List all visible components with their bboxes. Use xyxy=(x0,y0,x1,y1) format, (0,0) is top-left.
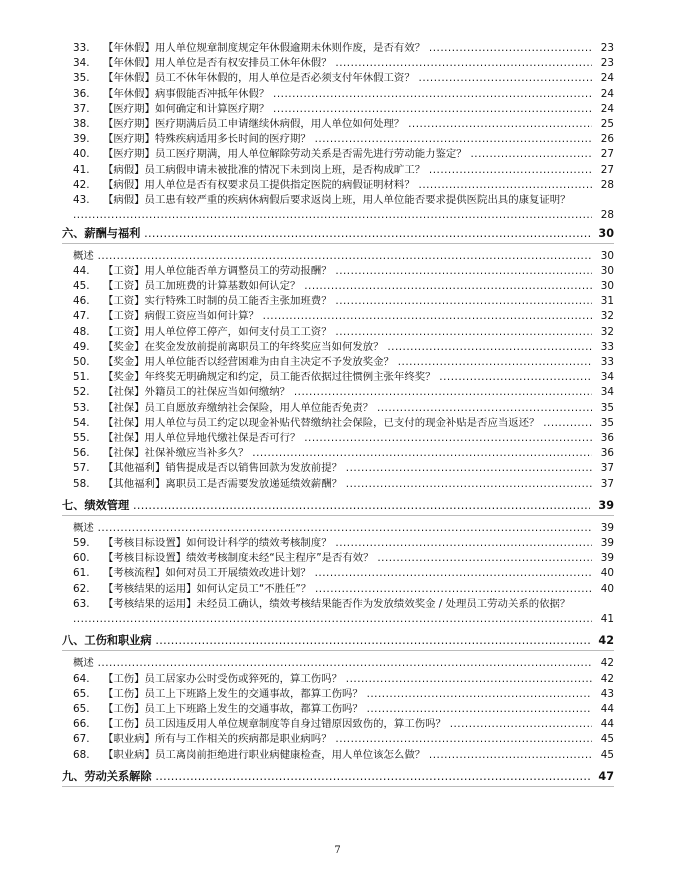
toc-entry[interactable] xyxy=(73,87,614,102)
entry-number: 54. xyxy=(73,416,90,429)
toc-overview-entry[interactable] xyxy=(73,656,614,671)
toc-entry[interactable] xyxy=(73,71,614,86)
entry-page-number: 40 xyxy=(600,567,614,580)
entry-title: 【医疗期】员工医疗期满，用人单位解除劳动关系是否需先进行劳动能力鉴定？ ..... xyxy=(103,147,592,162)
entry-title: 【年休假】用人单位是否有权安排员工休年休假？ ..... xyxy=(103,56,592,71)
entry-title: 【考核结果的运用】如何认定员工“不胜任”？ ..... xyxy=(103,582,592,597)
entry-number: 44. xyxy=(73,264,90,277)
toc-entry[interactable] xyxy=(73,748,614,763)
toc-entry[interactable] xyxy=(73,102,614,117)
entry-page-number: 40 xyxy=(600,582,614,595)
entry-title: 【工资】用人单位能否单方调整员工的劳动报酬？ ..... xyxy=(103,264,592,279)
entry-title: 【工资】员工加班费的计算基数如何认定？ ..... xyxy=(103,279,592,294)
entry-number: 56. xyxy=(73,447,90,460)
entry-title: 【医疗期】特殊疾病适用多长时间的医疗期？ ..... xyxy=(103,132,592,147)
entry-title: 【职业病】员工离岗前拒绝进行职业病健康检查，用人单位该怎么做？ ..... xyxy=(103,748,592,763)
section-page-number: 39 xyxy=(598,498,614,512)
toc-entry[interactable] xyxy=(73,147,614,162)
overview-page-number: 30 xyxy=(600,249,614,262)
entry-title: 【职业病】所有与工作相关的疾病都是职业病吗？ ..... xyxy=(103,732,592,747)
entry-title: 【工伤】员工上下班路上发生的交通事故，都算工伤吗？ ..... xyxy=(103,687,592,702)
entry-page-number: 42 xyxy=(600,672,614,685)
toc-entry[interactable] xyxy=(73,717,614,732)
entry-page-number: 31 xyxy=(600,295,614,308)
entry-title: 【工资】用人单位停工停产，如何支付员工工资？ ..... xyxy=(103,325,592,340)
overview-label: 概述 ..... xyxy=(73,249,592,264)
entry-number: 60. xyxy=(73,552,90,565)
entry-page-number: 25 xyxy=(600,118,614,130)
entry-title: 【医疗期】医疗期满后员工申请继续休病假，用人单位如何处理？ ..... xyxy=(103,117,592,132)
toc-overview-entry[interactable] xyxy=(73,249,614,264)
entry-title: 【社保】外籍员工的社保应当如何缴纳？ ..... xyxy=(103,385,592,400)
entry-number: 61. xyxy=(73,567,90,580)
entry-page-number: 37 xyxy=(600,462,614,475)
entry-number: 37. xyxy=(73,102,90,115)
entry-number: 48. xyxy=(73,325,90,338)
toc-entry[interactable] xyxy=(73,264,614,279)
entry-page-number: 32 xyxy=(600,325,614,338)
entry-title: 【社保】社保补缴应当补多久？ ..... xyxy=(103,446,592,461)
entry-page-number: 28 xyxy=(600,178,614,191)
entry-page-number: 23 xyxy=(600,42,614,54)
entry-page-number: 24 xyxy=(600,72,614,85)
entry-number: 38. xyxy=(73,118,90,130)
entry-page-number: 24 xyxy=(600,102,614,115)
entry-title: 【病假】用人单位是否有权要求员工提供指定医院的病假证明材料？ ..... xyxy=(103,178,592,193)
section-page-number: 30 xyxy=(598,226,614,240)
section-title: 八、工伤和职业病 ..... xyxy=(62,633,590,649)
toc-entry[interactable] xyxy=(73,370,614,385)
entry-number: 40. xyxy=(73,148,90,161)
toc-section-heading[interactable] xyxy=(62,226,614,242)
toc-entry[interactable] xyxy=(73,117,614,132)
toc-entry[interactable] xyxy=(73,431,614,446)
toc-entry[interactable] xyxy=(73,461,614,476)
entry-number: 50. xyxy=(73,356,90,368)
toc-overview-entry[interactable] xyxy=(73,521,614,536)
entry-title: 【工伤】员工上下班路上发生的交通事故，都算工伤吗？ ..... xyxy=(103,702,592,717)
entry-title: 【年休假】病事假能否冲抵年休假？ ..... xyxy=(103,87,592,102)
toc-entry[interactable] xyxy=(73,477,614,492)
entry-number: 65. xyxy=(73,703,90,715)
toc-entry[interactable] xyxy=(73,325,614,340)
entry-title: 【奖金】年终奖无明确规定和约定，员工能否依据过往惯例主张年终奖？ ..... xyxy=(103,370,592,385)
entry-title: 【病假】员工病假申请未被批准的情况下未到岗上班，是否构成旷工？ ..... xyxy=(103,163,592,178)
entry-title: 【其他福利】离职员工是否需要发放递延绩效薪酬？ ..... xyxy=(103,477,592,492)
entry-number: 45. xyxy=(73,280,90,292)
entry-number: 36. xyxy=(73,87,90,100)
toc-entry[interactable] xyxy=(73,355,614,370)
entry-page-number: 24 xyxy=(600,87,614,100)
entry-title: 【工伤】员工因违反用人单位规章制度等自身过错原因致伤的，算工伤吗？ ..... xyxy=(103,717,592,732)
entry-page-number: 43 xyxy=(600,687,614,700)
toc-entry[interactable] xyxy=(73,178,614,193)
entry-number: 49. xyxy=(73,340,90,353)
entry-title: 【考核流程】如何对员工开展绩效改进计划？ ..... xyxy=(103,566,592,581)
entry-number: 34. xyxy=(73,57,90,70)
toc-entry[interactable] xyxy=(73,193,614,223)
entry-number: 46. xyxy=(73,295,90,308)
toc-entry[interactable] xyxy=(73,279,614,294)
overview-label: 概述 ..... xyxy=(73,656,592,671)
page-number: 7 xyxy=(334,845,341,856)
entry-number: 66. xyxy=(73,718,90,731)
entry-number: 51. xyxy=(73,371,90,384)
overview-page-number: 42 xyxy=(600,657,614,670)
entry-number: 68. xyxy=(73,748,90,761)
entry-number: 62. xyxy=(73,582,90,595)
entry-page-number: 36 xyxy=(600,447,614,460)
entry-page-number: 34 xyxy=(600,386,614,399)
section-rule xyxy=(62,243,614,244)
entry-title: 【社保】员工自愿放弃缴纳社会保险，用人单位能否免责？ ..... xyxy=(103,401,592,416)
section-title: 七、绩效管理 ..... xyxy=(62,498,590,514)
entry-number: 57. xyxy=(73,462,90,475)
entry-number: 43. xyxy=(73,194,90,206)
entry-number: 42. xyxy=(73,178,90,191)
entry-number: 41. xyxy=(73,163,90,176)
entry-page-number: 26 xyxy=(600,133,614,146)
section-title: 六、薪酬与福利 ..... xyxy=(62,226,590,242)
entry-number: 52. xyxy=(73,386,90,399)
entry-page-number: 28 xyxy=(600,209,614,221)
entry-page-number: 30 xyxy=(600,264,614,277)
toc-entry[interactable] xyxy=(73,163,614,178)
entry-page-number: 44 xyxy=(600,718,614,731)
entry-title: 【社保】用人单位异地代缴社保是否可行？ ..... xyxy=(103,431,592,446)
toc-entry[interactable] xyxy=(73,309,614,324)
toc-entry[interactable] xyxy=(73,385,614,400)
toc-entry[interactable] xyxy=(73,732,614,747)
entry-number: 59. xyxy=(73,537,90,549)
section-page-number: 42 xyxy=(598,634,614,648)
section-rule xyxy=(62,515,614,516)
entry-title: 【奖金】在奖金发放前提前离职员工的年终奖应当如何发放？ ..... xyxy=(103,340,592,355)
entry-page-number: 34 xyxy=(600,371,614,384)
entry-number: 39. xyxy=(73,133,90,146)
toc-entry[interactable] xyxy=(73,41,614,56)
toc-entry[interactable] xyxy=(73,551,614,566)
entry-title: 【年休假】员工不休年休假的，用人单位是否必须支付年休假工资？ ..... xyxy=(103,71,592,86)
toc-entry[interactable] xyxy=(73,566,614,581)
entry-leader-dots xyxy=(73,612,592,627)
entry-page-number: 37 xyxy=(600,477,614,490)
toc-section-heading[interactable] xyxy=(62,769,614,785)
section-rule xyxy=(62,786,614,787)
entry-page-number: 41 xyxy=(600,612,614,625)
entry-title: 【考核结果的运用】未经员工确认，绩效考核结果能否作为发放绩效奖金 / 处理员工劳动关系的依据？ xyxy=(103,597,571,610)
entry-page-number: 36 xyxy=(600,432,614,444)
entry-page-number: 39 xyxy=(600,552,614,565)
entry-page-number: 33 xyxy=(600,340,614,353)
toc-entry[interactable] xyxy=(73,416,614,431)
entry-page-number: 32 xyxy=(600,310,614,323)
overview-page-number: 39 xyxy=(600,521,614,534)
entry-number: 63. xyxy=(73,597,90,610)
entry-page-number: 45 xyxy=(600,733,614,746)
entry-page-number: 27 xyxy=(600,148,614,161)
toc-entry[interactable] xyxy=(73,702,614,717)
toc-entry[interactable] xyxy=(73,687,614,702)
toc-entry[interactable] xyxy=(73,294,614,309)
entry-number: 65. xyxy=(73,687,90,700)
toc-entry[interactable] xyxy=(73,132,614,147)
entry-leader-dots xyxy=(73,208,592,223)
entry-title: 【其他福利】销售提成是否以销售回款为发放前提？ ..... xyxy=(103,461,592,476)
toc-entry[interactable] xyxy=(73,401,614,416)
entry-number: 67. xyxy=(73,733,90,746)
entry-title: 【病假】员工患有较严重的疾病休病假后要求返岗上班，用人单位能否要求提供医院出具的康复证明？ xyxy=(103,194,571,206)
entry-title: 【奖金】用人单位能否以经营困难为由自主决定不予发放奖金？ ..... xyxy=(103,355,592,370)
section-title: 九、劳动关系解除 ..... xyxy=(62,769,590,785)
toc-entry[interactable] xyxy=(73,597,614,627)
toc-entry[interactable] xyxy=(73,340,614,355)
entry-page-number: 33 xyxy=(600,356,614,368)
toc-section-heading[interactable] xyxy=(62,633,614,649)
entry-page-number: 44 xyxy=(600,703,614,715)
entry-number: 55. xyxy=(73,432,90,444)
entry-title: 【考核目标设置】绩效考核制度未经“民主程序”是否有效？ ..... xyxy=(103,551,592,566)
entry-number: 58. xyxy=(73,477,90,490)
overview-label: 概述 ..... xyxy=(73,521,592,536)
toc-entry[interactable] xyxy=(73,582,614,597)
entry-number: 47. xyxy=(73,310,90,323)
entry-number: 64. xyxy=(73,672,90,685)
toc-entry[interactable] xyxy=(73,536,614,551)
entry-page-number: 39 xyxy=(600,537,614,549)
entry-number: 35. xyxy=(73,72,90,85)
entry-title: 【年休假】用人单位规章制度规定年休假逾期未休则作废，是否有效？ ..... xyxy=(103,41,592,56)
entry-page-number: 35 xyxy=(600,416,614,429)
entry-title: 【工资】实行特殊工时制的员工能否主张加班费？ ..... xyxy=(103,294,592,309)
section-rule xyxy=(62,650,614,651)
entry-page-number: 23 xyxy=(600,57,614,70)
entry-number: 33. xyxy=(73,42,90,54)
entry-title: 【工伤】员工居家办公时受伤或猝死的，算工伤吗？ ..... xyxy=(103,672,592,687)
toc-entry[interactable] xyxy=(73,672,614,687)
toc-entry[interactable] xyxy=(73,446,614,461)
entry-title: 【医疗期】如何确定和计算医疗期？ ..... xyxy=(103,102,592,117)
entry-page-number: 27 xyxy=(600,163,614,176)
entry-number: 53. xyxy=(73,401,90,414)
section-page-number: 47 xyxy=(598,769,614,783)
entry-page-number: 35 xyxy=(600,401,614,414)
toc-section-heading[interactable] xyxy=(62,498,614,514)
entry-title: 【社保】用人单位与员工约定以现金补贴代替缴纳社会保险，已支付的现金补贴是否应当返还？ ..... xyxy=(103,416,592,431)
entry-page-number: 45 xyxy=(600,748,614,761)
toc-entry[interactable] xyxy=(73,56,614,71)
entry-title: 【考核目标设置】如何设计科学的绩效考核制度？ ..... xyxy=(103,536,592,551)
entry-page-number: 30 xyxy=(600,280,614,292)
entry-title: 【工资】病假工资应当如何计算？ ..... xyxy=(103,309,592,324)
